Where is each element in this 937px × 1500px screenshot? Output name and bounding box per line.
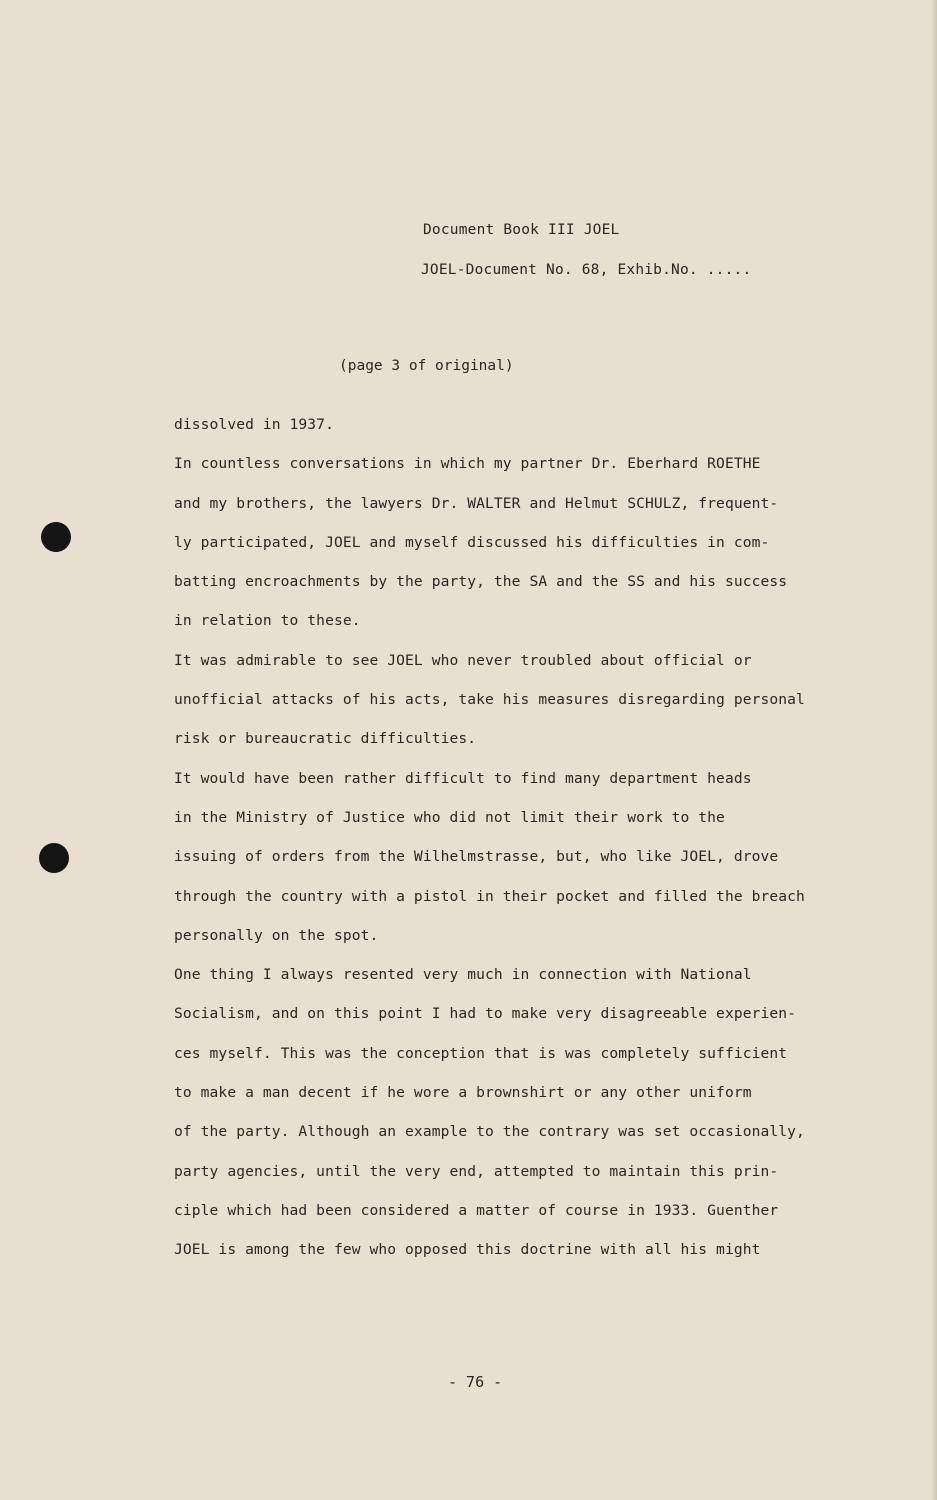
document-book-title: Document Book III JOEL	[423, 222, 620, 238]
text-line: issuing of orders from the Wilhelmstrasse, but, who like JOEL, drove	[174, 848, 779, 866]
text-line: party agencies, until the very end, attempted to maintain this prin-	[174, 1162, 779, 1180]
text-line: ces myself. This was the conception that is was completely sufficient	[174, 1044, 788, 1062]
text-line: It would have been rather difficult to find many department heads	[174, 769, 752, 787]
text-line: of the party. Although an example to the contrary was set occasionally,	[174, 1123, 805, 1141]
text-line: ly participated, JOEL and myself discussed his difficulties in com-	[174, 533, 770, 551]
text-line: JOEL is among the few who opposed this doctrine with all his might	[174, 1241, 761, 1259]
text-line: to make a man decent if he wore a brownshirt or any other uniform	[174, 1084, 752, 1102]
text-line: dissolved in 1937.	[174, 416, 334, 433]
page-number: - 76 -	[448, 1373, 503, 1391]
body-text	[174, 414, 874, 1279]
page-reference: (page 3 of original)	[339, 358, 514, 374]
text-line: Socialism, and on this point I had to make very disagreeable experien-	[174, 1005, 797, 1023]
text-line: One thing I always resented very much in connection with National	[174, 966, 752, 984]
text-line: ciple which had been considered a matter of course in 1933. Guenther	[174, 1201, 779, 1219]
text-line: batting encroachments by the party, the SA and the SS and his success	[174, 573, 788, 591]
text-line: It was admirable to see JOEL who never troubled about official or	[174, 651, 752, 669]
text-line: and my brothers, the lawyers Dr. WALTER and Helmut SCHULZ, frequent-	[174, 494, 779, 512]
text-line: unofficial attacks of his acts, take his measures disregarding personal	[174, 691, 805, 709]
text-line: In countless conversations in which my partner Dr. Eberhard ROETHE	[174, 455, 761, 473]
page-edge	[931, 0, 937, 1500]
text-line: through the country with a pistol in their pocket and filled the breach	[174, 887, 805, 905]
text-line: in the Ministry of Justice who did not limit their work to the	[174, 808, 725, 826]
punch-hole-upper	[41, 522, 71, 552]
text-line: risk or bureaucratic difficulties.	[174, 730, 477, 748]
document-number: JOEL-Document No. 68, Exhib.No. .....	[421, 262, 752, 278]
text-line: in relation to these.	[174, 612, 361, 630]
text-line: personally on the spot.	[174, 926, 379, 944]
punch-hole-lower	[39, 843, 69, 873]
